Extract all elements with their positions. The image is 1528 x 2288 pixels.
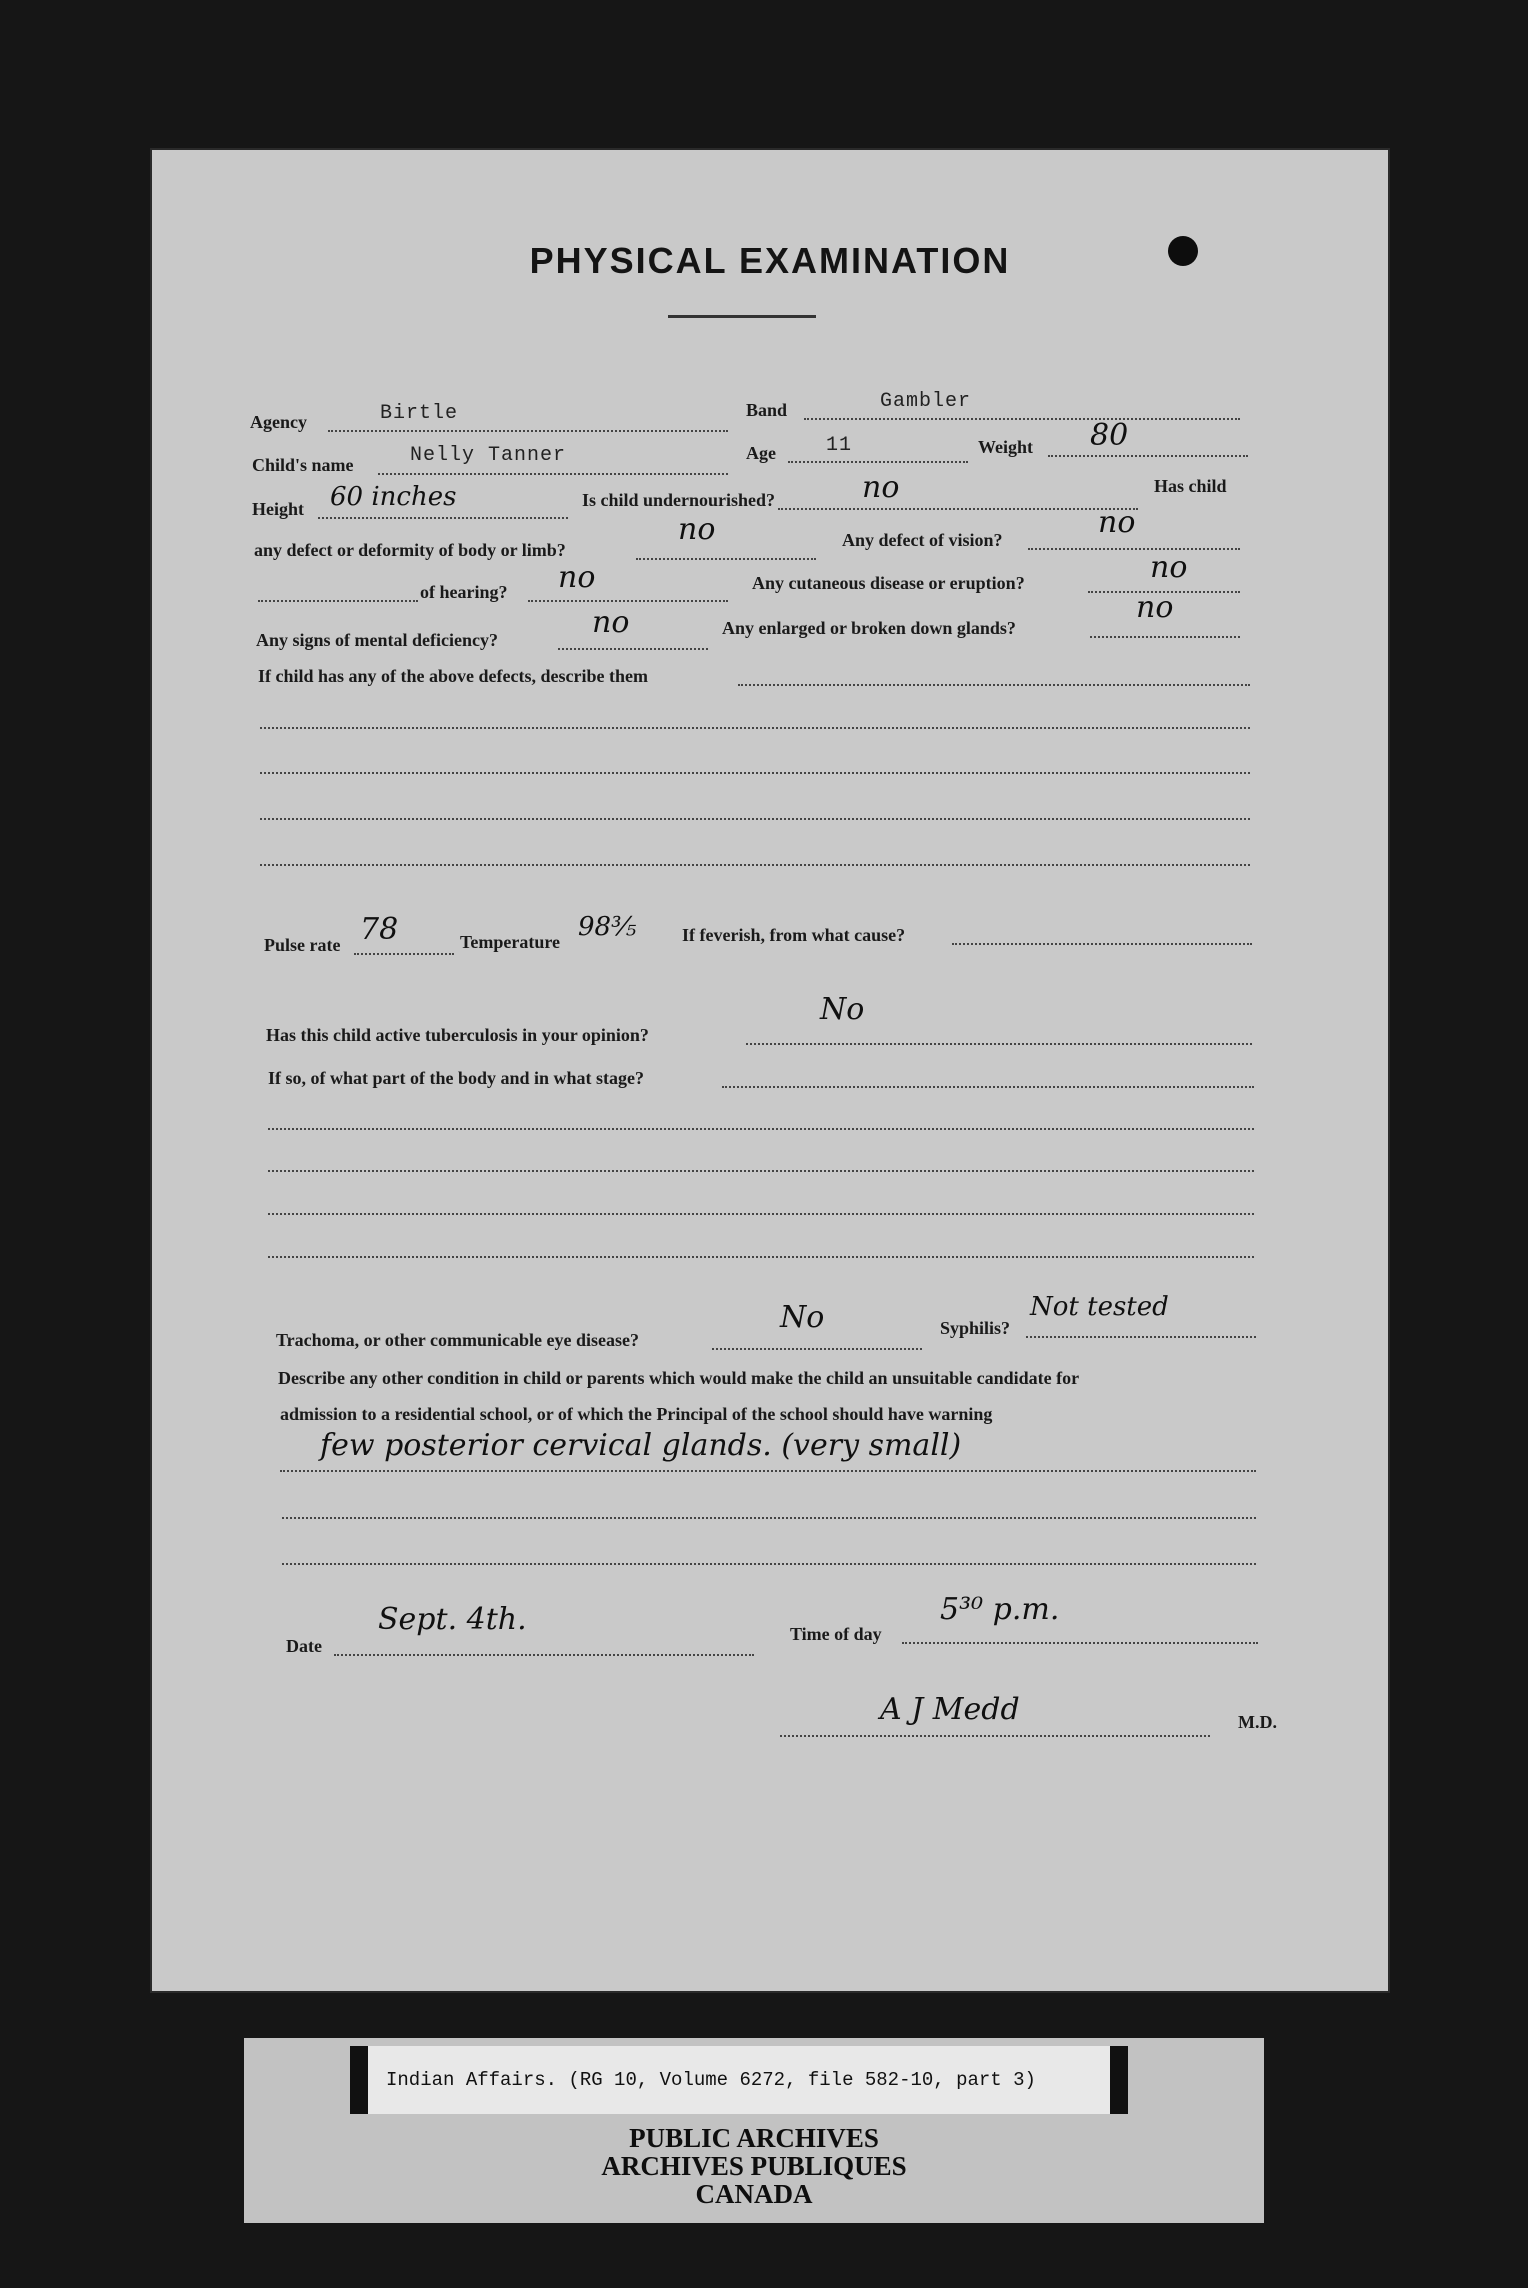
hearing-value: no — [558, 560, 596, 595]
other-condition-value: few posterior cervical glands. (very small) — [320, 1428, 962, 1463]
defects-line-5 — [260, 864, 1250, 866]
tb-line-2 — [268, 1128, 1254, 1130]
band-value: Gambler — [880, 390, 972, 413]
undernourished-line — [778, 508, 1138, 510]
describe-defects-label: If child has any of the above defects, describe them — [258, 666, 648, 686]
tb-line-3 — [268, 1170, 1254, 1172]
deformity-label: any defect or deformity of body or limb? — [254, 540, 566, 560]
deformity-line — [636, 558, 816, 560]
trachoma-value: No — [780, 1300, 825, 1335]
glands-line — [1090, 636, 1240, 638]
vision-value: no — [1098, 505, 1136, 540]
other-condition-label-2: admission to a residential school, or of which the Principal of the school should have warning — [280, 1404, 993, 1424]
deformity-value: no — [678, 512, 716, 547]
pulse-value: 78 — [360, 912, 399, 947]
childs-name-value: Nelly Tanner — [410, 444, 567, 467]
band-label: Band — [746, 400, 788, 420]
other-condition-label-1: Describe any other condition in child or parents which would make the child an unsuitable candidate for — [278, 1368, 1080, 1388]
date-value: Sept. 4th. — [378, 1602, 527, 1637]
other-condition-line-3 — [282, 1563, 1256, 1565]
hearing-label: of hearing? — [420, 582, 508, 602]
weight-line — [1048, 455, 1248, 457]
childs-name-line — [378, 473, 728, 475]
pulse-line — [354, 953, 454, 955]
agency-value: Birtle — [380, 402, 459, 425]
age-label: Age — [746, 443, 776, 463]
tb-line-4 — [268, 1213, 1254, 1215]
tuberculosis-label: Has this child active tuberculosis in your opinion? — [266, 1025, 649, 1045]
undernourished-value: no — [862, 470, 900, 505]
tuberculosis-line — [746, 1043, 1252, 1045]
mental-line — [558, 648, 708, 650]
agency-line — [328, 430, 728, 432]
date-line — [334, 1654, 754, 1656]
title-rule — [668, 315, 816, 318]
vision-label: Any defect of vision? — [842, 530, 1003, 550]
weight-label: Weight — [978, 437, 1034, 457]
date-label: Date — [286, 1636, 322, 1656]
tb-stage-line — [722, 1086, 1254, 1088]
syphilis-value: Not tested — [1030, 1292, 1169, 1322]
height-value: 60 inches — [330, 482, 457, 512]
height-line — [318, 517, 568, 519]
band-line — [804, 418, 1240, 420]
glands-value: no — [1136, 590, 1174, 625]
trachoma-label: Trachoma, or other communicable eye disease? — [276, 1330, 639, 1350]
tuberculosis-value: No — [820, 992, 865, 1027]
mental-value: no — [592, 605, 630, 640]
describe-defects-line — [738, 684, 1250, 686]
signature-line — [780, 1735, 1210, 1737]
defects-line-4 — [260, 818, 1250, 820]
archive-line-3: CANADA — [695, 2179, 813, 2209]
other-condition-line-1 — [280, 1470, 1256, 1472]
age-line — [788, 461, 968, 463]
tb-stage-label: If so, of what part of the body and in what stage? — [268, 1068, 645, 1088]
signature: A J Medd — [880, 1692, 1020, 1727]
vision-line — [1028, 548, 1240, 550]
hearing-line — [528, 600, 728, 602]
age-value: 11 — [826, 434, 853, 457]
feverish-label: If feverish, from what cause? — [682, 925, 906, 945]
tb-line-5 — [268, 1256, 1254, 1258]
has-child-label: Has child — [1154, 476, 1227, 496]
time-of-day-value: 5³⁰ p.m. — [940, 1592, 1060, 1627]
defects-line-3 — [260, 772, 1250, 774]
hearing-lead-line — [258, 600, 418, 602]
cutaneous-label: Any cutaneous disease or eruption? — [752, 573, 1025, 593]
pulse-label: Pulse rate — [264, 935, 341, 955]
temperature-value: 98⅗ — [578, 912, 637, 942]
cutaneous-value: no — [1150, 550, 1188, 585]
agency-label: Agency — [250, 412, 307, 432]
md-label: M.D. — [1238, 1712, 1277, 1732]
feverish-line — [952, 943, 1252, 945]
mental-label: Any signs of mental deficiency? — [256, 630, 498, 650]
syphilis-line — [1026, 1336, 1256, 1338]
syphilis-label: Syphilis? — [940, 1318, 1011, 1338]
archive-line-1: PUBLIC ARCHIVES — [629, 2123, 879, 2153]
weight-value: 80 — [1090, 418, 1129, 453]
height-label: Height — [252, 499, 304, 519]
glands-label: Any enlarged or broken down glands? — [722, 618, 1016, 638]
archive-reference: Indian Affairs. (RG 10, Volume 6272, file 582-10, part 3) — [350, 2046, 1128, 2114]
defects-line-2 — [260, 727, 1250, 729]
trachoma-line — [712, 1348, 922, 1350]
archive-line-2: ARCHIVES PUBLIQUES — [601, 2151, 907, 2181]
undernourished-label: Is child undernourished? — [582, 490, 776, 510]
time-of-day-label: Time of day — [790, 1624, 882, 1644]
temperature-label: Temperature — [460, 932, 560, 952]
time-of-day-line — [902, 1642, 1258, 1644]
childs-name-label: Child's name — [252, 455, 354, 475]
form-title: PHYSICAL EXAMINATION — [529, 240, 1011, 281]
other-condition-line-2 — [282, 1517, 1256, 1519]
